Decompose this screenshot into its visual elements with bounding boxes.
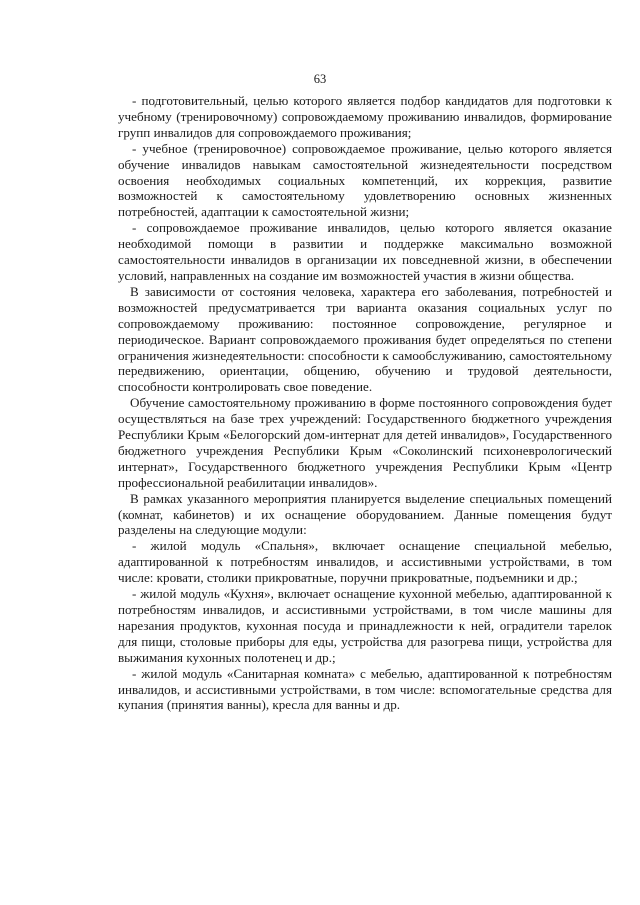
paragraph-module-bedroom: - жилой модуль «Спальня», включает оснащение специальной мебелью, адаптированной к потребностям инвалидов, и ассистивными устройствами, в том числе: кровати, столики прикроватные, поручни прикроватные, подъемники и др.;: [118, 538, 612, 586]
paragraph-stage-training: - учебное (тренировочное) сопровождаемое проживание, целью которого является обучение инвалидов навыкам самостоятельной жизнедеятельности посредством освоения необходимых социальных компетенций, их коррекция, развитие возможностей к самостоятельному удовлетворению основных жизненных потребностей, адаптации к самостоятельной жизни;: [118, 140, 612, 220]
paragraph-support-variants: В зависимости от состояния человека, характера его заболевания, потребностей и возможностей предусматривается три варианта оказания социальных услуг по сопровождаемому проживанию: постоянное сопровождение, регулярное и периодическое. Вариант сопровождаемого проживания будет определяться по степени ограничения жизнедеятельности: способности к самообслуживанию, самостоятельному передвижению, ориентации, общению, обучению и трудовой деятельности, способности контролировать свое поведение.: [118, 283, 612, 395]
paragraph-stage-supported-living: - сопровождаемое проживание инвалидов, целью которого является оказание необходимой помощи в развитии и поддержке максимально возможной самостоятельности инвалидов в организации их повседневной жизни, в обеспечении условий, направленных на создание им возможностей участия в жизни общества.: [118, 220, 612, 283]
document-body: [118, 93, 612, 713]
paragraph-premises: В рамках указанного мероприятия планируется выделение специальных помещений (комнат, кабинетов) и их оснащение оборудованием. Данные помещения будут разделены на следующие модули:: [118, 490, 612, 538]
paragraph-module-kitchen: - жилой модуль «Кухня», включает оснащение кухонной мебелью, адаптированной к потребностям инвалидов, и ассистивными устройствами, в том числе машины для нарезания продуктов, кухонная посуда и принадлежности к ней, оградители тарелок для пищи, столовые приборы для еды, устройства для разогрева пищи, устройства для выжимания кухонных полотенец и др.;: [118, 586, 612, 665]
paragraph-stage-preparatory: - подготовительный, целью которого является подбор кандидатов для подготовки к учебному (тренировочному) сопровождаемому проживанию инвалидов, формирование групп инвалидов для сопровождаемого проживания;: [118, 93, 612, 140]
page-number: 63: [313, 72, 327, 86]
paragraph-module-sanitary: - жилой модуль «Санитарная комната» с мебелью, адаптированной к потребностям инвалидов, и ассистивными устройствами, в том числе: вспомогательные средства для купания (принятия ванны), кресла для ванны и др.: [118, 665, 612, 713]
paragraph-institutions: Обучение самостоятельному проживанию в форме постоянного сопровождения будет осуществляться на базе трех учреждений: Государственного бюджетного учреждения Республики Крым «Белогорский дом-интернат для детей инвалидов», Государственного бюджетного учреждения Республики Крым «Соколинский психоневрологический интернат», Государственного бюджетного учреждения Республики Крым «Центр профессиональной реабилитации инвалидов».: [118, 395, 612, 490]
